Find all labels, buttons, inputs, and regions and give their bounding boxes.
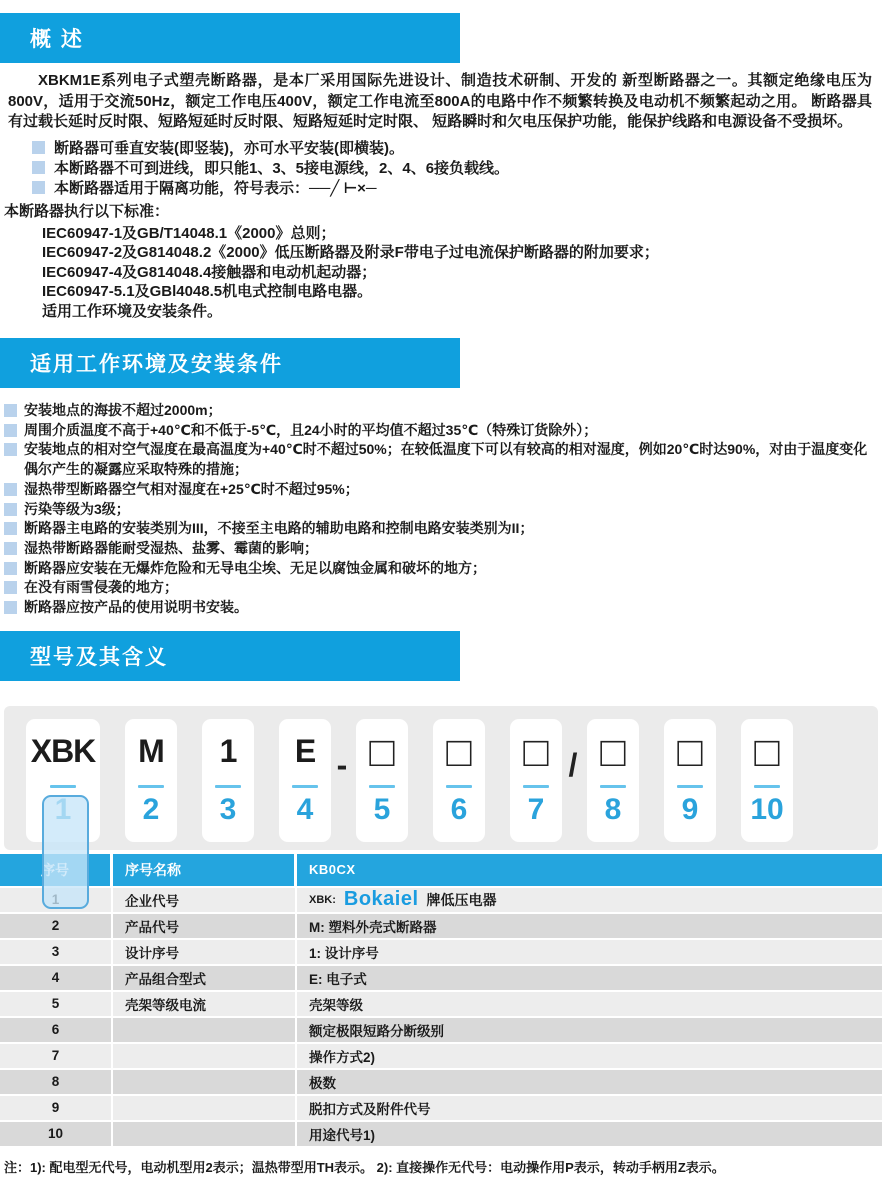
standard-line: IEC60947-5.1及GBl4048.5机电式控制电路电器。 (42, 283, 373, 300)
list-item (4, 421, 874, 441)
bullet-square-icon (4, 581, 17, 594)
segment-number: 7 (527, 792, 545, 826)
row-name (113, 1070, 297, 1094)
model-segment-10 (741, 719, 793, 850)
row-name: 壳架等级电流 (113, 992, 297, 1016)
model-segment-6 (433, 719, 485, 850)
row-value: 壳架等级 (309, 997, 363, 1013)
segment-number: 8 (604, 792, 622, 826)
row-seq: 7 (0, 1044, 113, 1068)
row-name: 产品组合型式 (113, 966, 297, 990)
bullet-text: 湿热带型断路器空气相对湿度在+25℃时不超过95%； (24, 480, 359, 497)
segment-code: M (138, 733, 164, 770)
table-row (0, 1070, 882, 1096)
row-value: 用途代号1) (309, 1127, 376, 1143)
row-name (113, 1018, 297, 1042)
table-row (0, 1044, 882, 1070)
segment-underline (369, 785, 395, 788)
list-item (4, 500, 874, 520)
table-row (0, 966, 882, 992)
environment-bullet-list (0, 401, 882, 618)
segment-code: 1 (219, 733, 237, 770)
section-title-overview: 概 述 (30, 28, 84, 51)
model-code-panel (4, 706, 878, 850)
slash-separator: / (568, 746, 578, 783)
standard-line: IEC60947-4及G814048.4接触器和电动机起动器； (42, 263, 377, 281)
table-row (0, 1096, 882, 1122)
row-value: 极数 (309, 1075, 336, 1091)
row-seq: 2 (0, 914, 113, 938)
segment-number: 10 (750, 792, 784, 826)
standard-line: 适用工作环境及安装条件。 (42, 302, 223, 320)
list-item (4, 539, 874, 559)
segment-number: 4 (296, 792, 314, 826)
section-title-model: 型号及其含义 (30, 645, 168, 669)
list-item (32, 158, 882, 178)
row-value: 1: 设计序号 (309, 945, 379, 961)
bullet-text: 断路器应按产品的使用说明书安装。 (24, 599, 248, 616)
table-header-row (0, 854, 882, 888)
bullet-text: 断路器主电路的安装类别为III，不接至主电路的辅助电路和控制电路安装类别为II； (24, 520, 534, 537)
row-value: M: 塑料外壳式断路器 (309, 919, 437, 935)
segment-underline (446, 785, 472, 788)
segment-underline (50, 785, 76, 788)
segment-underline (754, 785, 780, 788)
overview-paragraph: XBKM1E系列电子式塑壳断路器，是本厂采用国际先进设计、制造技术研制、开发的 新型断路器之一。其额定绝缘电压为800V，适用于交流50Hz，额定工作电压400V，额定工作电流至800A的电路中作不频繁转换及电动机不频繁起动之用。 断路器具有过载长延时反时限、短路短延时反时限、短路短延时定时限、 短路瞬时和欠电压保护功能，能保护线路和电源设备不受损坏。 (8, 72, 872, 130)
table-row (0, 914, 882, 940)
segment-underline (600, 785, 626, 788)
bullet-square-icon (4, 522, 17, 535)
row-name: 设计序号 (113, 940, 297, 964)
row-value: E: 电子式 (309, 971, 367, 987)
model-segment-7 (510, 719, 578, 850)
list-item (32, 138, 882, 158)
bullet-text: 本断路器不可到进线，即只能1、3、5接电源线，2、4、6接负载线。 (54, 160, 510, 177)
row-name (113, 1044, 297, 1068)
section-header-model (0, 631, 460, 681)
row-value: 额定极限短路分断级别 (309, 1023, 444, 1039)
bullet-text: 在没有雨雪侵袭的地方； (24, 579, 178, 596)
row-name: 产品代号 (113, 914, 297, 938)
segment-number: 2 (142, 792, 160, 826)
row-name (113, 1096, 297, 1120)
row-value: 操作方式2) (309, 1049, 376, 1065)
segment-number: 9 (681, 792, 699, 826)
model-segment-4 (279, 719, 348, 850)
row-value (297, 888, 882, 911)
bullet-text: 断路器应安装在无爆炸危险和无导电尘埃、无足以腐蚀金属和破坏的地方； (24, 559, 486, 576)
row-seq: 10 (0, 1122, 113, 1146)
segment-placeholder-box: □ (446, 727, 472, 775)
bullet-square-icon (4, 424, 17, 437)
list-item (4, 559, 874, 579)
bullet-square-icon (32, 141, 45, 154)
segment-placeholder-box: □ (677, 727, 703, 775)
segment-underline (677, 785, 703, 788)
row-seq: 4 (0, 966, 113, 990)
table-row (0, 1122, 882, 1148)
row-seq: 3 (0, 940, 113, 964)
segment-underline (215, 785, 241, 788)
list-item (4, 401, 874, 421)
table-row (0, 940, 882, 966)
table-row (0, 888, 882, 914)
model-segment-box (510, 719, 562, 842)
model-segment-5 (356, 719, 408, 850)
model-segment-box (356, 719, 408, 842)
bullet-square-icon (4, 443, 17, 456)
segment-placeholder-box: □ (523, 727, 549, 775)
list-item (4, 598, 874, 618)
bullet-text: 湿热带断路器能耐受湿热、盐雾、霉菌的影响； (24, 539, 318, 556)
segment-number: 3 (219, 792, 237, 826)
standard-line: IEC60947-1及GB/T14048.1《2000》总则； (42, 224, 336, 242)
bullet-square-icon (4, 483, 17, 496)
row-seq: 8 (0, 1070, 113, 1094)
standard-line: IEC60947-2及G814048.2《2000》低压断路器及附录F带电子过电流保护断路器的附加要求； (42, 244, 659, 261)
row-value: 脱扣方式及附件代号 (309, 1101, 431, 1117)
table-row (0, 1018, 882, 1044)
row-name: 企业代号 (113, 888, 297, 912)
segment-code: E (294, 733, 316, 770)
segment-placeholder-box: □ (754, 727, 780, 775)
segment-underline (292, 785, 318, 788)
bullet-text: 本断路器适用于隔离功能，符号表示：──╱ ⊢×─ (54, 180, 377, 197)
row-name (113, 1122, 297, 1146)
model-segment-box (433, 719, 485, 842)
bullet-square-icon (32, 161, 45, 174)
sequence-1-highlight (42, 795, 89, 909)
bullet-text: 污染等级为3级； (24, 500, 130, 517)
model-segment-box (587, 719, 639, 842)
section-header-environment (0, 338, 460, 388)
bullet-square-icon (32, 181, 45, 194)
brand-suffix: 牌低压电器 (426, 891, 497, 908)
model-breakdown (0, 706, 882, 1148)
model-segment-box (202, 719, 254, 842)
bullet-text: 断路器可垂直安装(即竖装)，亦可水平安装(即横装)。 (54, 140, 404, 157)
model-segment-8 (587, 719, 639, 850)
brand-logo-text: Bokaiel (343, 888, 419, 911)
list-item (4, 519, 874, 539)
bullet-text: 安装地点的海拔不超过2000m； (24, 402, 222, 418)
list-item (4, 480, 874, 500)
segment-code: XBK (30, 733, 96, 770)
section-header-overview (0, 13, 460, 63)
overview-bullet-list (0, 138, 882, 198)
brand-prefix: XBK: (309, 893, 336, 906)
segment-placeholder-box: □ (369, 727, 395, 775)
model-segment-box (664, 719, 716, 842)
model-segment-box (279, 719, 331, 842)
section-title-environment: 适用工作环境及安装条件 (30, 353, 283, 376)
list-item (4, 440, 874, 479)
bullet-square-icon (4, 503, 17, 516)
model-meaning-table (0, 854, 882, 1148)
segment-underline (138, 785, 164, 788)
model-segment-3 (202, 719, 254, 850)
column-header-name: 序号名称 (113, 854, 297, 886)
model-segment-box (741, 719, 793, 842)
segment-number: 5 (373, 792, 391, 826)
segment-underline (523, 785, 549, 788)
footnote: 注：1): 配电型无代号，电动机型用2表示；温热带型用TH表示。 2): 直接操作无代号：电动操作用P表示，转动手柄用Z表示。 (4, 1159, 725, 1175)
bullet-text: 周围介质温度不高于+40℃和不低于-5℃，且24小时的平均值不超过35℃（特殊订货除外）； (24, 421, 598, 438)
model-segment-box (125, 719, 177, 842)
bullet-square-icon (4, 542, 17, 555)
column-header-code: KB0CX (309, 862, 356, 878)
row-seq: 6 (0, 1018, 113, 1042)
bullet-square-icon (4, 601, 17, 614)
standards-intro: 本断路器执行以下标准： (4, 202, 170, 220)
standards-list (42, 224, 882, 322)
bullet-square-icon (4, 404, 17, 417)
model-segment-9 (664, 719, 716, 850)
model-segment-2 (125, 719, 177, 850)
list-item (4, 578, 874, 598)
segment-placeholder-box: □ (600, 727, 626, 775)
row-seq: 9 (0, 1096, 113, 1120)
dash-separator: - (336, 746, 348, 783)
segment-number: 6 (450, 792, 468, 826)
row-seq: 5 (0, 992, 113, 1016)
table-row (0, 992, 882, 1018)
bullet-text: 安装地点的相对空气湿度在最高温度为+40℃时不超过50%；在较低温度下可以有较高的相对湿度，例如20℃时达90%，对由于温度变化偶尔产生的凝露应采取特殊的措施； (24, 441, 868, 478)
bullet-square-icon (4, 562, 17, 575)
list-item (32, 178, 882, 198)
